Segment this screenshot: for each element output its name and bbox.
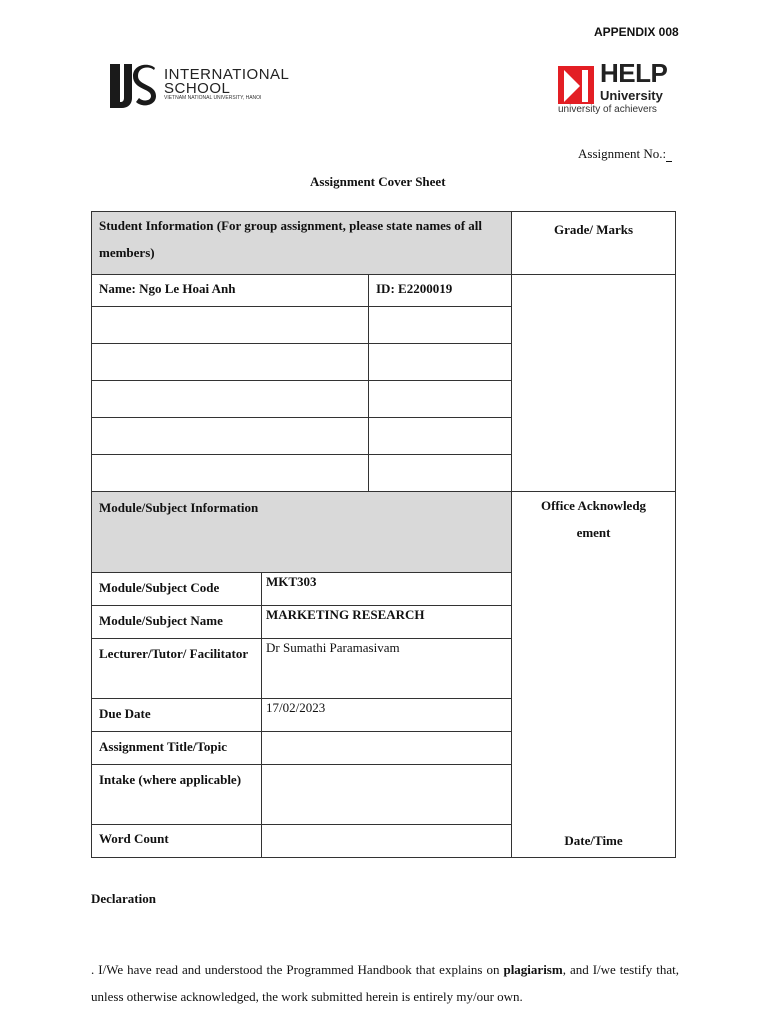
appendix-label: APPENDIX 008	[594, 25, 679, 39]
module-info-heading: Module/Subject Information	[92, 492, 512, 573]
lecturer-value[interactable]: Dr Sumathi Paramasivam	[262, 639, 512, 699]
due-date-label: Due Date	[92, 699, 262, 732]
logo-subtitle: VIETNAM NATIONAL UNIVERSITY, HANOI	[164, 95, 262, 101]
office-acknowledgement-label: Office Acknowledgement	[540, 498, 647, 540]
member-name-cell[interactable]	[92, 418, 369, 455]
assignment-no-field[interactable]	[666, 149, 672, 162]
assignment-no	[578, 146, 672, 162]
cover-sheet-table	[91, 211, 676, 858]
help-tagline: university of achievers	[558, 104, 657, 115]
word-count-value[interactable]	[262, 825, 512, 858]
help-university: University	[600, 88, 663, 103]
module-code-value[interactable]: MKT303	[262, 573, 512, 606]
member-id-cell[interactable]	[369, 344, 512, 381]
grade-marks-cell[interactable]	[512, 275, 676, 492]
member-name-cell[interactable]	[92, 381, 369, 418]
help-university-logo	[556, 58, 676, 120]
assignment-title-value[interactable]	[262, 732, 512, 765]
page-title: Assignment Cover Sheet	[310, 174, 446, 189]
international-school-logo	[110, 60, 290, 112]
due-date-value[interactable]: 17/02/2023	[262, 699, 512, 732]
student-info-heading: Student Information (For group assignment, please state names of all members)	[92, 212, 512, 275]
student-id: ID: E2200019	[369, 275, 512, 307]
intake-value[interactable]	[262, 765, 512, 825]
word-count-label: Word Count	[92, 825, 262, 858]
member-name-cell[interactable]	[92, 307, 369, 344]
is-logo-icon	[110, 60, 160, 110]
declaration-text	[91, 956, 679, 1010]
declaration-text-after: , and I/we testify that, unless otherwise acknowledged, the work submitted herein is entirely my/our own.	[91, 962, 679, 1004]
member-id-cell[interactable]	[369, 418, 512, 455]
office-acknowledgement-cell	[512, 492, 676, 858]
logo-title-line2: SCHOOL	[164, 80, 231, 97]
module-code-label: Module/Subject Code	[92, 573, 262, 606]
member-id-cell[interactable]	[369, 381, 512, 418]
logo-title-line1: INTERNATIONAL	[164, 66, 290, 83]
declaration-heading: Declaration	[91, 891, 156, 906]
assignment-no-label: Assignment No.:	[578, 146, 667, 161]
module-name-label: Module/Subject Name	[92, 606, 262, 639]
date-time-label: Date/Time	[564, 833, 623, 848]
declaration-text-before: . I/We have read and understood the Programmed Handbook that explains on	[91, 962, 504, 977]
assignment-title-label: Assignment Title/Topic	[92, 732, 262, 765]
help-logo-icon	[558, 66, 598, 106]
intake-label: Intake (where applicable)	[92, 765, 262, 825]
member-id-cell[interactable]	[369, 455, 512, 492]
member-id-cell[interactable]	[369, 307, 512, 344]
declaration-bold-word: plagiarism	[503, 962, 563, 977]
help-brand: HELP	[600, 58, 668, 88]
lecturer-label: Lecturer/Tutor/ Facilitator	[92, 639, 262, 699]
member-name-cell[interactable]	[92, 455, 369, 492]
module-name-value[interactable]: MARKETING RESEARCH	[262, 606, 512, 639]
grade-marks-label: Grade/ Marks	[512, 212, 676, 275]
student-name: Name: Ngo Le Hoai Anh	[92, 275, 369, 307]
member-name-cell[interactable]	[92, 344, 369, 381]
